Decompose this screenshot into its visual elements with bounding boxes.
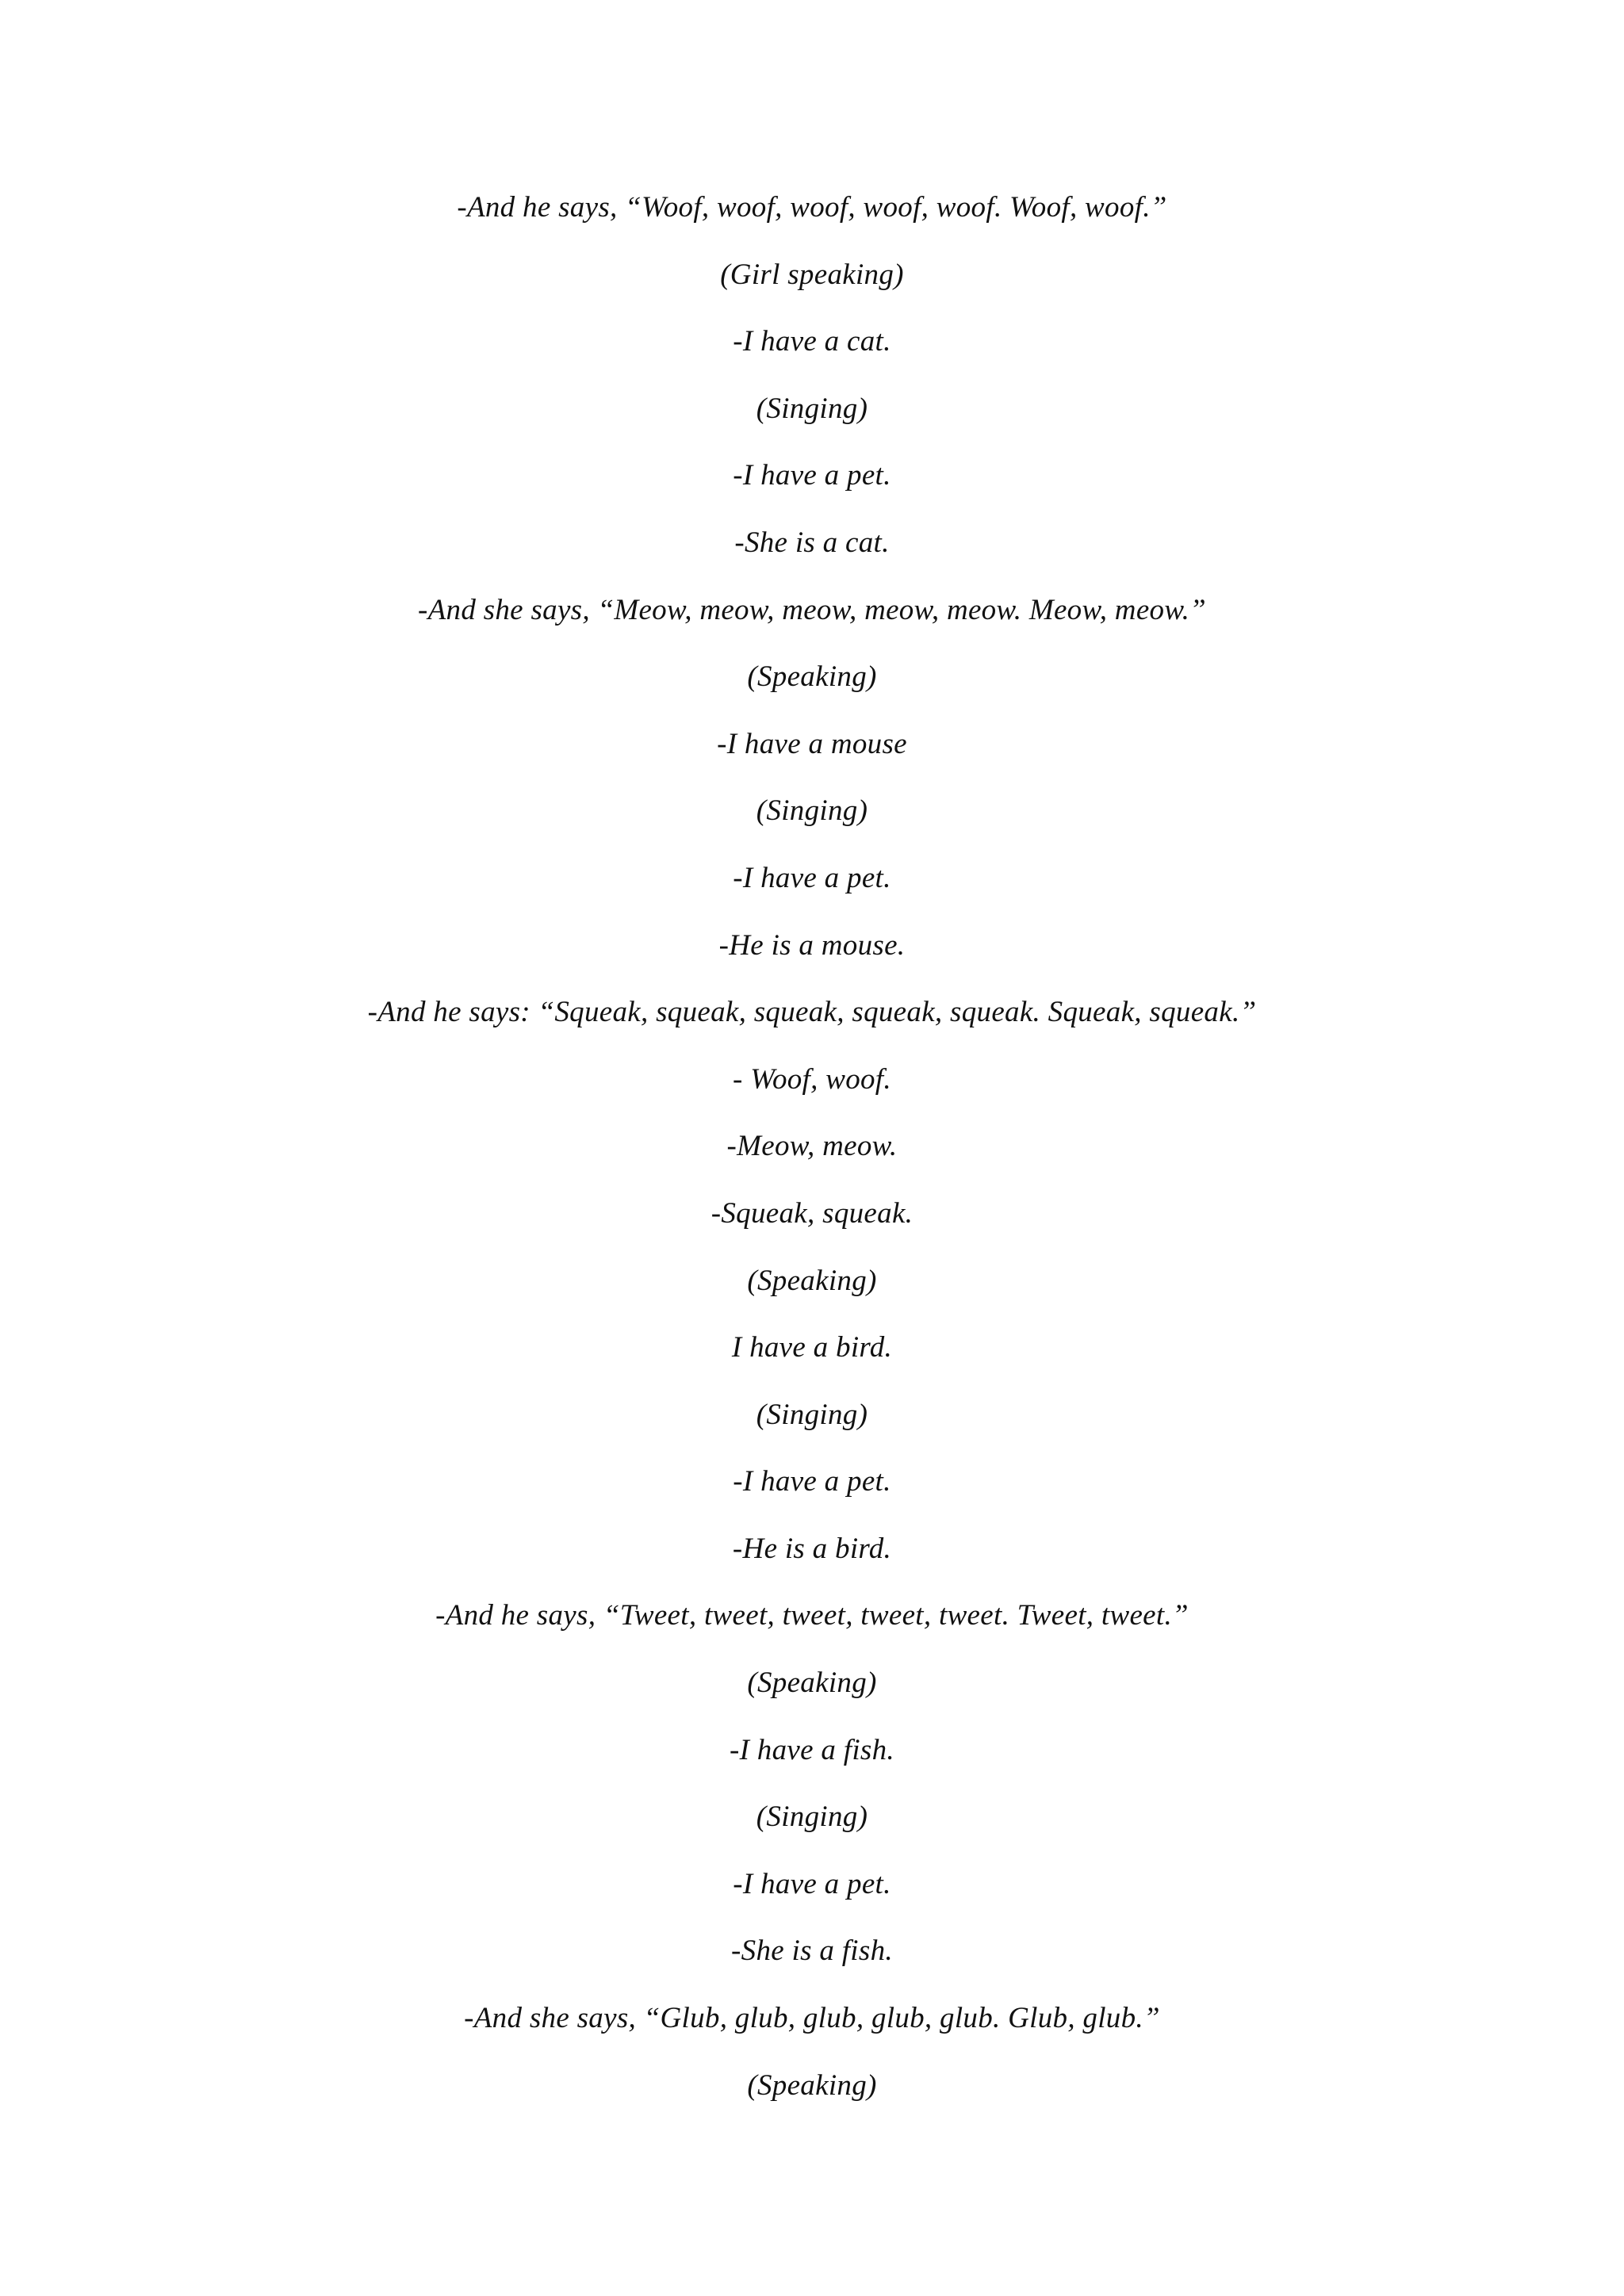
script-line: -And she says, “Meow, meow, meow, meow, meow. Meow, meow.” (418, 593, 1206, 626)
script-line: -Meow, meow. (726, 1130, 898, 1163)
stage-direction: (Girl speaking) (720, 258, 904, 291)
script-line: -I have a pet. (733, 861, 891, 894)
script-line: -He is a bird. (732, 1532, 892, 1565)
script-line: -I have a cat. (733, 325, 891, 358)
script-line: - Woof, woof. (733, 1062, 891, 1096)
script-line: -I have a pet. (733, 459, 891, 492)
stage-direction: (Speaking) (747, 660, 877, 694)
stage-direction: (Singing) (756, 794, 868, 828)
script-line: -And he says, “Tweet, tweet, tweet, tweet, tweet. Tweet, tweet.” (435, 1599, 1189, 1632)
script-line: I have a bird. (731, 1331, 893, 1364)
script-line: -I have a fish. (730, 1733, 894, 1766)
script-line: -I have a pet. (733, 1867, 891, 1900)
stage-direction: (Speaking) (747, 1264, 877, 1297)
stage-direction: (Speaking) (747, 1667, 877, 1700)
script-line: -She is a fish. (731, 1934, 893, 1968)
script-line: -And he says: “Squeak, squeak, squeak, squeak, squeak. Squeak, squeak.” (367, 996, 1257, 1029)
stage-direction: (Singing) (756, 392, 868, 425)
stage-direction: (Speaking) (747, 2068, 877, 2102)
script-line: -And she says, “Glub, glub, glub, glub, glub. Glub, glub.” (464, 2002, 1160, 2035)
script-line: -I have a mouse (717, 727, 907, 760)
script-line: -Squeak, squeak. (710, 1196, 914, 1230)
script-line: -She is a cat. (734, 526, 890, 559)
script-line: -He is a mouse. (718, 928, 906, 962)
stage-direction: (Singing) (756, 1800, 868, 1834)
script-line: -I have a pet. (733, 1465, 891, 1498)
stage-direction: (Singing) (756, 1398, 868, 1431)
script-line: -And he says, “Woof, woof, woof, woof, woof. Woof, woof.” (457, 191, 1167, 224)
script-lines (0, 178, 1624, 2123)
